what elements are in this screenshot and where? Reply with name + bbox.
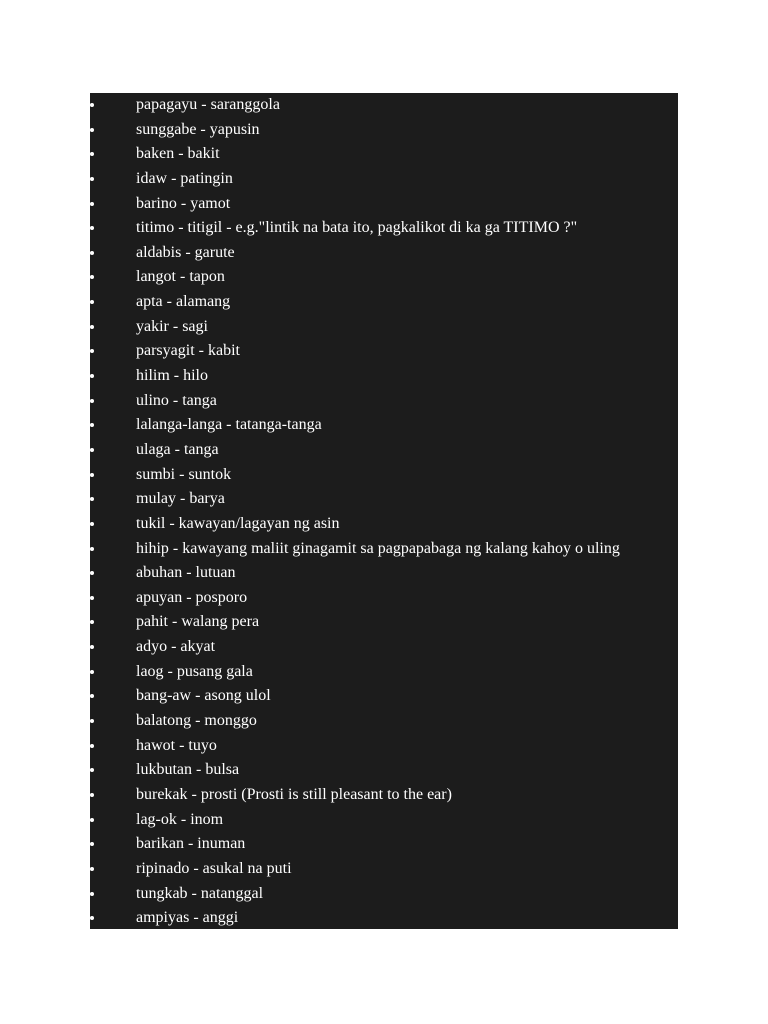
list-item	[90, 783, 678, 808]
list-item-text: hilim - hilo	[136, 367, 208, 385]
list-item	[90, 339, 678, 364]
list-item	[90, 709, 678, 734]
list-item	[90, 167, 678, 192]
bullet-icon	[90, 719, 94, 723]
list-item-text: apuyan - posporo	[136, 588, 248, 606]
list-item-text: apta - alamang	[136, 293, 231, 311]
list-item-text: titimo - titigil - e.g."lintik na bata ito, pagkalikot di ka ga TITIMO ?"	[136, 219, 578, 237]
list-item-text: baken - bakit	[136, 145, 220, 163]
bullet-icon	[90, 793, 94, 797]
list-item	[90, 635, 678, 660]
list-item	[90, 265, 678, 290]
list-item	[90, 487, 678, 512]
bullet-icon	[90, 473, 94, 477]
list-item-text: langot - tapon	[136, 268, 225, 286]
bullet-icon	[90, 818, 94, 822]
list-item	[90, 586, 678, 611]
list-item	[90, 857, 678, 882]
list-item-text: lukbutan - bulsa	[136, 761, 240, 779]
list-item	[90, 463, 678, 488]
bullet-icon	[90, 177, 94, 181]
list-item-text: mulay - barya	[136, 490, 225, 508]
list-item	[90, 906, 678, 929]
bullet-icon	[90, 694, 94, 698]
bullet-icon	[90, 325, 94, 329]
list-item-text: sunggabe - yapusin	[136, 120, 260, 138]
list-item	[90, 882, 678, 907]
list-item	[90, 290, 678, 315]
bullet-icon	[90, 522, 94, 526]
bullet-icon	[90, 202, 94, 206]
bullet-icon	[90, 300, 94, 304]
list-item	[90, 438, 678, 463]
bullet-icon	[90, 275, 94, 279]
bullet-icon	[90, 645, 94, 649]
list-item	[90, 610, 678, 635]
bullet-icon	[90, 842, 94, 846]
bullet-icon	[90, 768, 94, 772]
list-item-text: sumbi - suntok	[136, 465, 232, 483]
bullet-icon	[90, 374, 94, 378]
bullet-icon	[90, 571, 94, 575]
bullet-icon	[90, 152, 94, 156]
list-item	[90, 832, 678, 857]
list-item	[90, 241, 678, 266]
list-item-text: ampiyas - anggi	[136, 909, 239, 927]
bullet-icon	[90, 448, 94, 452]
bullet-icon	[90, 670, 94, 674]
bullet-icon	[90, 867, 94, 871]
bullet-icon	[90, 620, 94, 624]
list-item-text: lalanga-langa - tatanga-tanga	[136, 416, 322, 434]
list-item-text: bang-aw - asong ulol	[136, 687, 271, 705]
list-item	[90, 192, 678, 217]
list-item-text: parsyagit - kabit	[136, 342, 240, 360]
list-item-text: idaw - patingin	[136, 169, 233, 187]
word-list	[90, 93, 678, 929]
word-list-panel	[90, 93, 678, 929]
list-item-text: yakir - sagi	[136, 317, 208, 335]
list-item-text: ulino - tanga	[136, 391, 217, 409]
list-item-text: tungkab - natanggal	[136, 884, 264, 902]
list-item	[90, 561, 678, 586]
list-item	[90, 660, 678, 685]
list-item	[90, 758, 678, 783]
list-item-text: balatong - monggo	[136, 712, 257, 730]
bullet-icon	[90, 251, 94, 255]
bullet-icon	[90, 423, 94, 427]
list-item-text: tukil - kawayan/lagayan ng asin	[136, 514, 340, 532]
list-item-text: adyo - akyat	[136, 638, 216, 656]
bullet-icon	[90, 892, 94, 896]
list-item	[90, 93, 678, 118]
list-item-text: abuhan - lutuan	[136, 564, 236, 582]
list-item-text: ulaga - tanga	[136, 440, 219, 458]
list-item	[90, 315, 678, 340]
list-item-text: hihip - kawayang maliit ginagamit sa pagpapabaga ng kalang kahoy o uling	[136, 539, 620, 557]
list-item-text: pahit - walang pera	[136, 613, 260, 631]
bullet-icon	[90, 399, 94, 403]
bullet-icon	[90, 744, 94, 748]
bullet-icon	[90, 596, 94, 600]
list-item-text: burekak - prosti (Prosti is still pleasant to the ear)	[136, 785, 452, 803]
bullet-icon	[90, 547, 94, 551]
list-item	[90, 364, 678, 389]
list-item	[90, 537, 678, 562]
bullet-icon	[90, 128, 94, 132]
list-item-text: papagayu - saranggola	[136, 96, 280, 113]
list-item	[90, 512, 678, 537]
bullet-icon	[90, 226, 94, 230]
list-item	[90, 808, 678, 833]
list-item-text: barikan - inuman	[136, 835, 246, 853]
list-item	[90, 734, 678, 759]
bullet-icon	[90, 916, 94, 920]
list-item	[90, 142, 678, 167]
list-item	[90, 684, 678, 709]
list-item-text: barino - yamot	[136, 194, 231, 212]
list-item-text: laog - pusang gala	[136, 662, 253, 680]
list-item-text: lag-ok - inom	[136, 810, 224, 828]
list-item-text: aldabis - garute	[136, 243, 235, 261]
list-item-text: hawot - tuyo	[136, 736, 217, 754]
list-item	[90, 413, 678, 438]
list-item-text: ripinado - asukal na puti	[136, 859, 292, 877]
bullet-icon	[90, 349, 94, 353]
list-item	[90, 118, 678, 143]
list-item	[90, 216, 678, 241]
bullet-icon	[90, 103, 94, 107]
bullet-icon	[90, 497, 94, 501]
list-item	[90, 389, 678, 414]
